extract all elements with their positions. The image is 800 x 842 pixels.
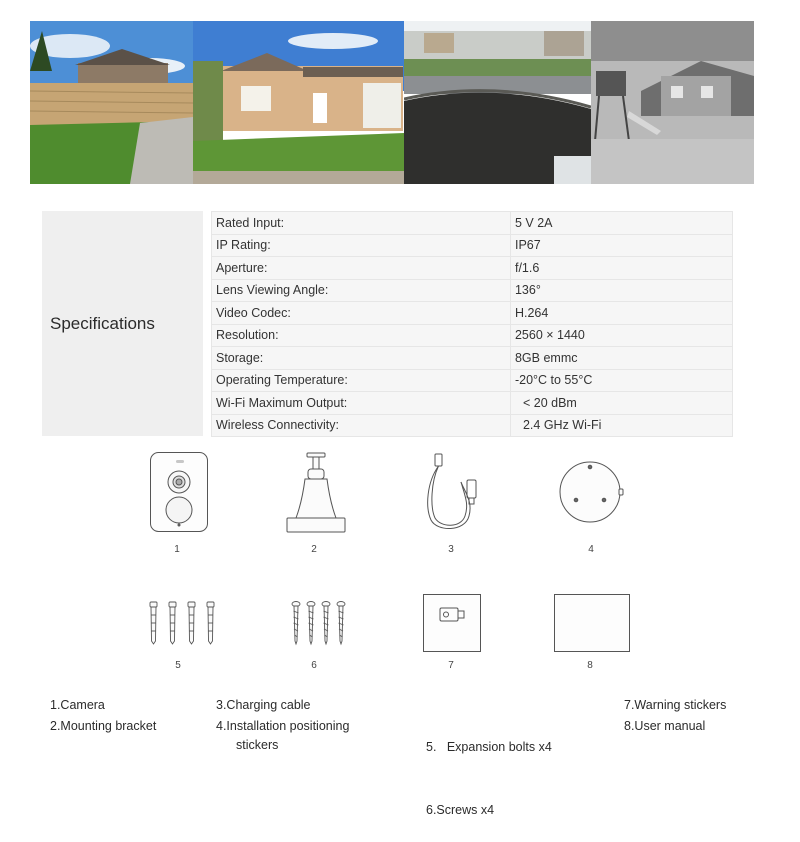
specifications-table [211, 211, 733, 437]
legend-column-4 [624, 695, 726, 737]
spec-row [212, 392, 733, 415]
warning-sticker-icon [423, 594, 481, 652]
user-manual-icon [554, 594, 630, 652]
item-number-3: 3 [448, 544, 454, 555]
specifications-rows [212, 212, 733, 437]
photo-night-vision [591, 21, 754, 184]
spec-row [212, 212, 733, 235]
legend-item-positioning-stickers-cont: stickers [236, 738, 279, 752]
spec-value: f/1.6 [510, 257, 732, 280]
spec-row [212, 279, 733, 302]
legend-item-screws: 6.Screws x4 [426, 803, 495, 817]
photo-house-front [193, 21, 404, 184]
charging-cable-icon [425, 452, 485, 532]
spec-label: Storage: [212, 347, 511, 370]
item-number-2: 2 [311, 544, 317, 555]
legend-item-warning-stickers: 7.Warning stickers [624, 698, 727, 712]
spec-label: Video Codec: [212, 302, 511, 325]
photo-strip [30, 21, 754, 184]
spec-label: Resolution: [212, 324, 511, 347]
spec-label: IP Rating: [212, 234, 511, 257]
screws-icon [291, 601, 349, 645]
spec-value: 2.4 GHz Wi-Fi [510, 414, 732, 437]
positioning-sticker-icon [557, 460, 625, 524]
photo-backyard [30, 21, 193, 184]
specifications-title: Specifications [50, 313, 155, 333]
item-number-5: 5 [175, 660, 181, 671]
spec-label: Rated Input: [212, 212, 511, 235]
legend-item-expansion-bolts: 5. Expansion bolts x4 [426, 740, 552, 754]
item-number-7: 7 [448, 660, 454, 671]
spec-value: < 20 dBm [510, 392, 732, 415]
spec-value: H.264 [510, 302, 732, 325]
spec-row [212, 347, 733, 370]
spec-row [212, 234, 733, 257]
spec-value: -20°C to 55°C [510, 369, 732, 392]
spec-label: Wi-Fi Maximum Output: [212, 392, 511, 415]
expansion-bolts-icon [148, 601, 220, 645]
legend-item-charging-cable: 3.Charging cable [216, 698, 311, 712]
spec-label: Aperture: [212, 257, 511, 280]
camera-icon [150, 452, 208, 532]
legend-column-3 [426, 695, 552, 842]
item-number-1: 1 [174, 544, 180, 555]
spec-row [212, 369, 733, 392]
photo-street-view [404, 21, 591, 184]
item-number-4: 4 [588, 544, 594, 555]
spec-value: 2560 × 1440 [510, 324, 732, 347]
item-number-8: 8 [587, 660, 593, 671]
spec-value: 8GB emmc [510, 347, 732, 370]
spec-value: IP67 [510, 234, 732, 257]
spec-value: 136° [510, 279, 732, 302]
legend-column-1 [50, 695, 156, 737]
specifications-heading-cell [42, 211, 203, 436]
legend-item-user-manual: 8.User manual [624, 719, 706, 733]
spec-row [212, 414, 733, 437]
item-number-6: 6 [311, 660, 317, 671]
spec-row [212, 302, 733, 325]
mounting-bracket-icon [286, 452, 346, 534]
spec-value: 5 V 2A [510, 212, 732, 235]
legend-item-mounting-bracket: 2.Mounting bracket [50, 719, 157, 733]
legend-item-positioning-stickers: 4.Installation positioning [216, 719, 350, 733]
legend-column-2 [216, 696, 349, 755]
spec-label: Lens Viewing Angle: [212, 279, 511, 302]
legend-item-camera: 1.Camera [50, 698, 105, 712]
spec-label: Operating Temperature: [212, 369, 511, 392]
spec-label: Wireless Connectivity: [212, 414, 511, 437]
spec-row [212, 257, 733, 280]
spec-row [212, 324, 733, 347]
